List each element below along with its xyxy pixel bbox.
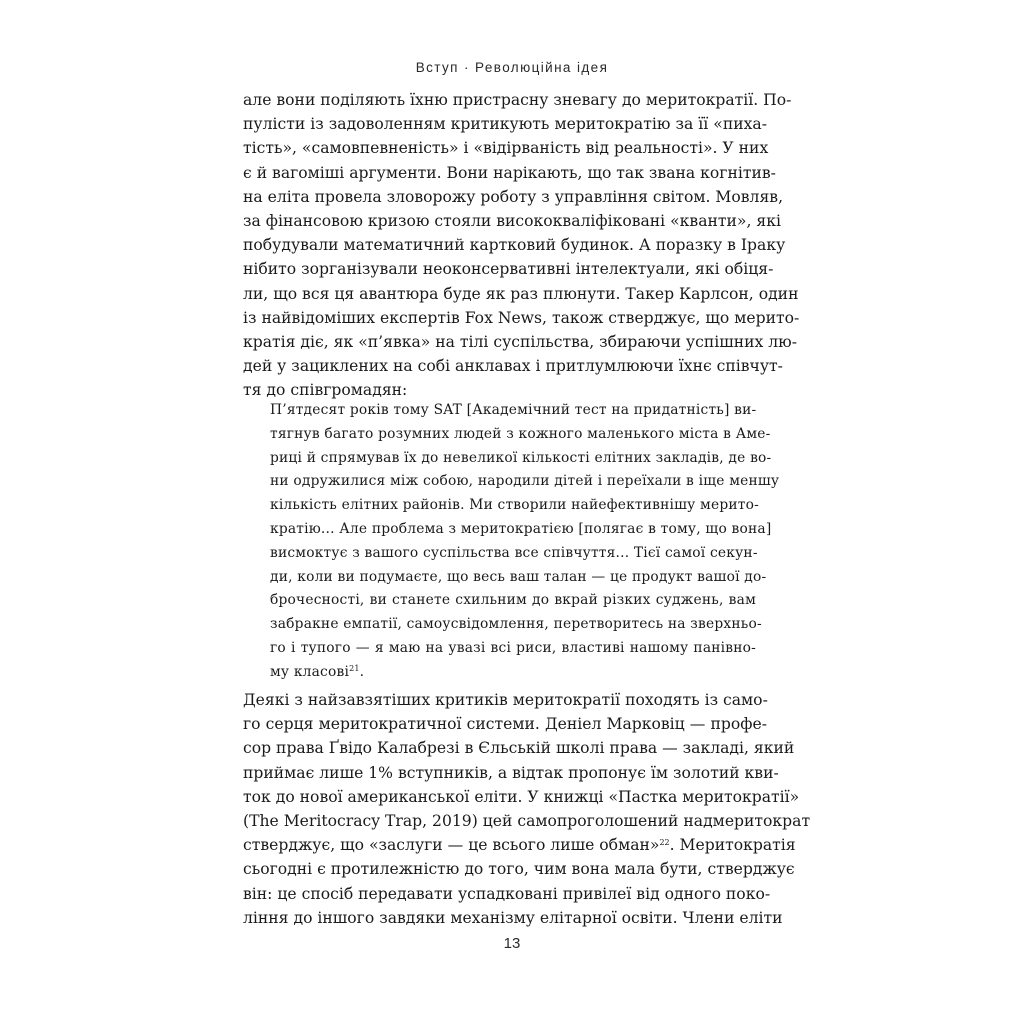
quote-line: брочесності, ви станете схильним до вкрай різких суджень, вам: [270, 592, 756, 609]
text-line: на еліта провела зловорожу роботу з управління світом. Мовляв,: [243, 187, 784, 206]
text-line: нібито зорганізували неоконсервативні інтелектуали, які обіця-: [243, 260, 774, 279]
quote-line: кількість елітних районів. Ми створили найефективнішу мерито-: [270, 497, 759, 514]
text-line: ління до іншого завдяки механізму елітарної освіти. Члени еліти: [243, 908, 783, 927]
text-line: тя до співгромадян:: [243, 381, 408, 400]
text-line: дей у зациклених на собі анклавах і притлумлюючи їхнє співчут-: [243, 357, 783, 376]
footnote-22: 22: [659, 838, 670, 848]
text-line: ли, що вся ця авантюра буде як раз плюнути. Такер Карлсон, один: [243, 284, 799, 303]
quote-line: кратію... Але проблема з меритократією [полягає в тому, що вона]: [270, 520, 772, 537]
text-line-with-footnote: [243, 833, 796, 857]
text-segment: . Меритократія: [669, 836, 796, 855]
text-line: Деякі з найзавзятіших критиків меритократії походять із само-: [243, 691, 768, 709]
text-segment: стверджує, що «заслуги — це всього лише обман»: [243, 836, 660, 855]
paragraph-1: [243, 88, 800, 403]
running-head: Вступ · Революційна ідея: [415, 60, 609, 75]
footnote-21: 21: [349, 663, 360, 673]
page-number: 13: [503, 935, 521, 952]
paragraph-2: [243, 688, 811, 930]
text-line: сор права Ґвідо Калабрезі в Єльській школі права — закладі, який: [243, 739, 795, 758]
quote-line: П’ятдесят років тому SAT [Академічний тест на придатність] ви-: [270, 402, 757, 418]
quote-last-line: [270, 661, 756, 685]
text-line: він: це спосіб передавати успадковані привілеї від одного поко-: [243, 884, 771, 903]
text-line: за фінансовою кризою стояли висококваліфіковані «кванти», які: [243, 212, 781, 231]
text-line: приймає лише 1% вступників, а відтак пропонує їм золотий кви-: [243, 763, 779, 782]
quote-line-text: му класові: [270, 663, 350, 680]
text-line: тість», «самовпевненість» і «відірваність від реальності». У них: [243, 139, 769, 158]
text-line: го серця меритократичної системи. Деніел Марковіц — профе-: [243, 715, 767, 734]
text-line: побудували математичний картковий будинок. А поразку в Іраку: [243, 236, 786, 255]
quote-line: забракне емпатії, самоусвідомлення, перетворитесь на зверхньо-: [270, 616, 762, 633]
quote-line: ни одружилися між собою, народили дітей і переїхали в іще меншу: [270, 473, 780, 490]
text-line: (The Meritocracy Trap, 2019) цей самопроголошений надмеритократ: [243, 812, 811, 831]
text-line: із найвідоміших експертів Fox News, також стверджує, що мерито-: [243, 308, 800, 327]
text-line: сьогодні є протилежністю до того, чим вона мала бути, стверджує: [243, 860, 795, 879]
text-line: але вони поділяють їхню пристрасну зневагу до меритократії. По-: [243, 91, 792, 109]
text-line: кратія діє, як «п’явка» на тілі суспільства, збираючи успішних лю-: [243, 333, 798, 352]
quote-line: ди, коли ви подумаєте, що весь ваш талан — це продукт вашої до-: [270, 568, 767, 585]
text-line: пулісти із задоволенням критикують меритократію за її «пиха-: [243, 115, 767, 134]
quote-line: тягнув багато розумних людей з кожного маленького міста в Аме-: [270, 425, 771, 442]
text-line: ток до нової американської еліти. У книжці «Пастка меритократії»: [243, 787, 800, 806]
text-line: є й вагоміші аргументи. Вони нарікають, що так звана когнітив-: [243, 163, 776, 182]
block-quote: [270, 399, 780, 685]
quote-line: висмоктує з вашого суспільства все співчуття... Тієї самої секун-: [270, 544, 758, 561]
quote-end: .: [359, 663, 365, 680]
quote-line: риці й спрямував їх до невеликої кількості елітних закладів, де во-: [270, 449, 772, 466]
quote-line: го і тупого — я маю на увазі всі риси, властиві нашому панівно-: [270, 639, 756, 656]
